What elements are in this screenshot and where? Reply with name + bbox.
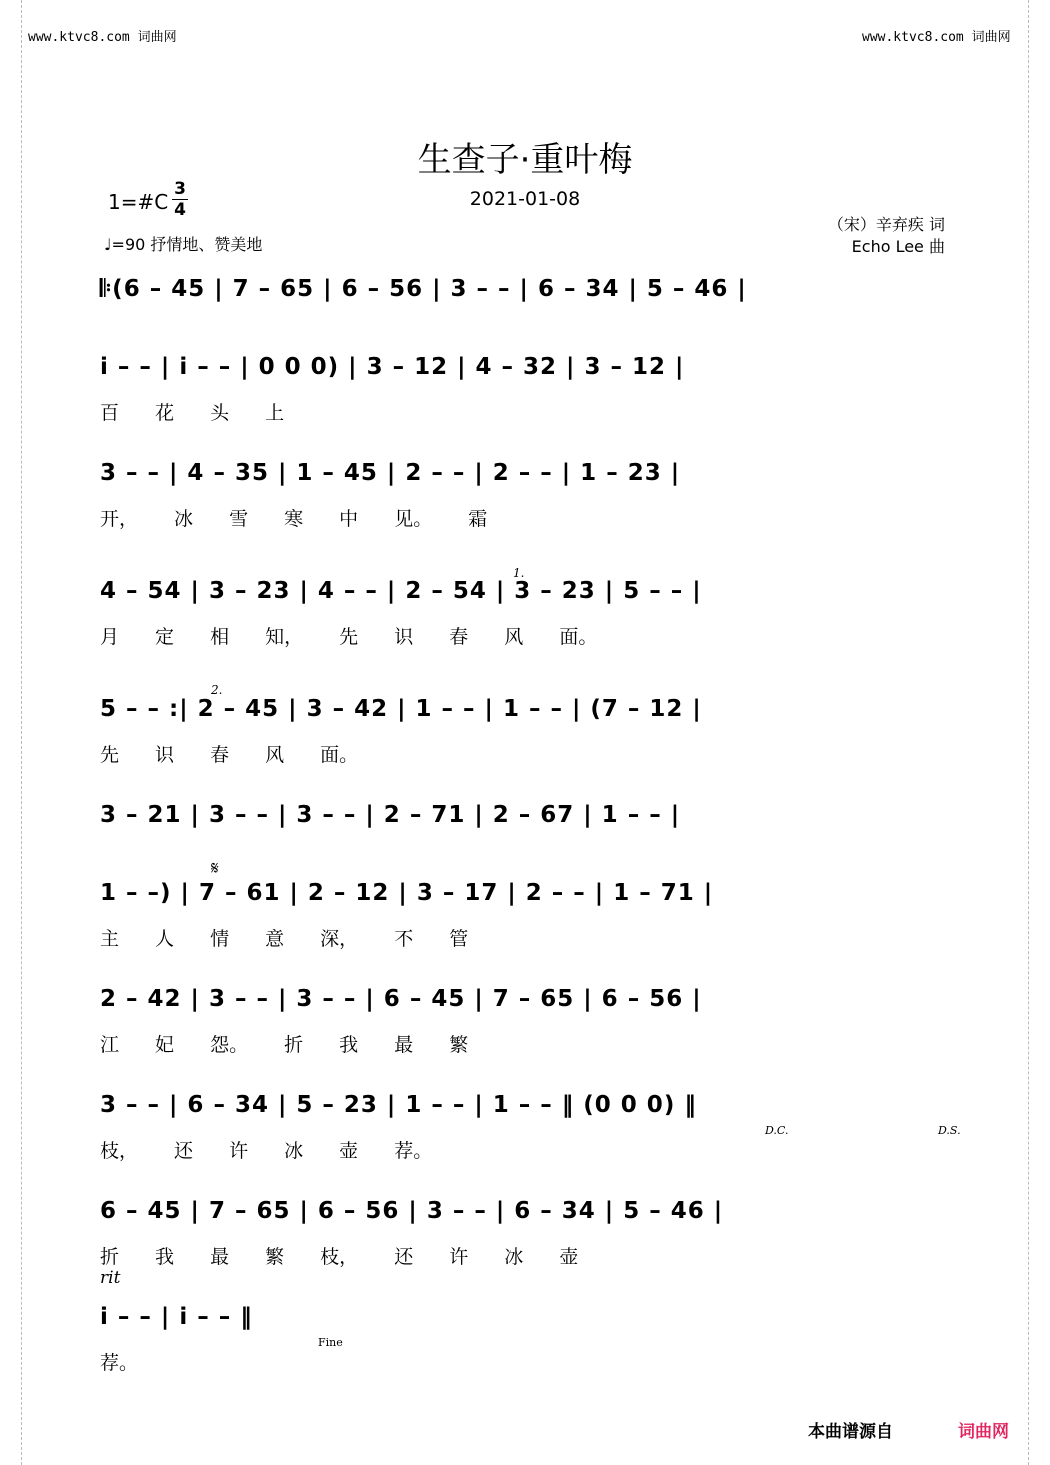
lyric-line: 折 我 最 繁 枝， 还 许 冰 壶 xyxy=(100,1246,579,1268)
notation-line: 3 – – | 6 – 34 | 5 – 23 | 1 – – | 1 – – ‖ (0 0 0) ‖ xyxy=(100,1092,697,1118)
quarter-note-icon: ♩ xyxy=(104,235,112,254)
notation-line: 𝄆(6 – 45 | 7 – 65 | 6 – 56 | 3 – – | 6 – 34 | 5 – 46 | xyxy=(100,276,747,302)
song-title: 生查子·重叶梅 xyxy=(417,140,633,180)
fine-mark: Fine xyxy=(318,1336,343,1349)
key-signature: 1=#C xyxy=(108,190,169,214)
time-top: 3 xyxy=(174,179,186,199)
lyric-line: 枝， 还 许 冰 壶 荐。 xyxy=(100,1140,433,1162)
site-header-left: www.ktvc8.com 词曲网 xyxy=(28,30,177,45)
tempo-marking: ♩=90 抒情地、赞美地 xyxy=(104,235,263,254)
song-date: 2021-01-08 xyxy=(469,188,581,210)
dc-mark: D.C. xyxy=(765,1124,789,1137)
notation-line: 4 – 54 | 3 – 23 | 4 – – | 2 – 54 | 3 – 23 | 5 – – | xyxy=(100,578,702,604)
lyric-line: 主 人 情 意 深， 不 管 xyxy=(100,928,469,950)
lyric-line: 百 花 头 上 xyxy=(100,402,285,424)
lyric-line: 先 识 春 风 面。 xyxy=(100,744,359,766)
lyric-line: 江 妃 怨。 折 我 最 繁 xyxy=(100,1034,469,1056)
lyric-line: 荐。 xyxy=(100,1352,139,1374)
notation-line: i – – | i – – | 0 0 0) | 3 – 12 | 4 – 32 | 3 – 12 | xyxy=(100,354,685,380)
time-bottom: 4 xyxy=(174,200,186,220)
notation-line: 5 – – :| 2 – 45 | 3 – 42 | 1 – – | 1 – – | (7 – 12 | xyxy=(100,696,702,722)
notation-line: 6 – 45 | 7 – 65 | 6 – 56 | 3 – – | 6 – 34 | 5 – 46 | xyxy=(100,1198,724,1224)
notation-line: i – – | i – – ‖ xyxy=(100,1304,253,1330)
lyric-line: 月 定 相 知， 先 识 春 风 面。 xyxy=(100,626,598,648)
composer: Echo Lee 曲 xyxy=(851,237,945,256)
rit-mark: rit xyxy=(100,1268,121,1288)
source-label: 本曲谱源自 xyxy=(808,1422,893,1442)
volta-2: 2. xyxy=(211,683,223,697)
notation-line: 3 – 21 | 3 – – | 3 – – | 2 – 71 | 2 – 67 | 1 – – | xyxy=(100,802,681,828)
segno-icon: 𝄋 xyxy=(211,858,219,879)
lyric-line: 开， 冰 雪 寒 中 见。 霜 xyxy=(100,508,488,530)
lyricist: （宋）辛弃疾 词 xyxy=(827,215,945,234)
source-site: 词曲网 xyxy=(958,1422,1009,1442)
notation-line: 3 – – | 4 – 35 | 1 – 45 | 2 – – | 2 – – | 1 – 23 | xyxy=(100,460,681,486)
right-margin-line xyxy=(1028,0,1030,1465)
notation-line: 1 – –) | 7 – 61 | 2 – 12 | 3 – 17 | 2 – – | 1 – 71 | xyxy=(100,880,714,906)
notation-line: 2 – 42 | 3 – – | 3 – – | 6 – 45 | 7 – 65 | 6 – 56 | xyxy=(100,986,702,1012)
time-signature xyxy=(172,180,188,219)
left-margin-line xyxy=(20,0,22,1465)
volta-1: 1. xyxy=(513,566,525,580)
ds-mark: D.S. xyxy=(938,1124,961,1137)
site-header-right: www.ktvc8.com 词曲网 xyxy=(862,30,1011,45)
